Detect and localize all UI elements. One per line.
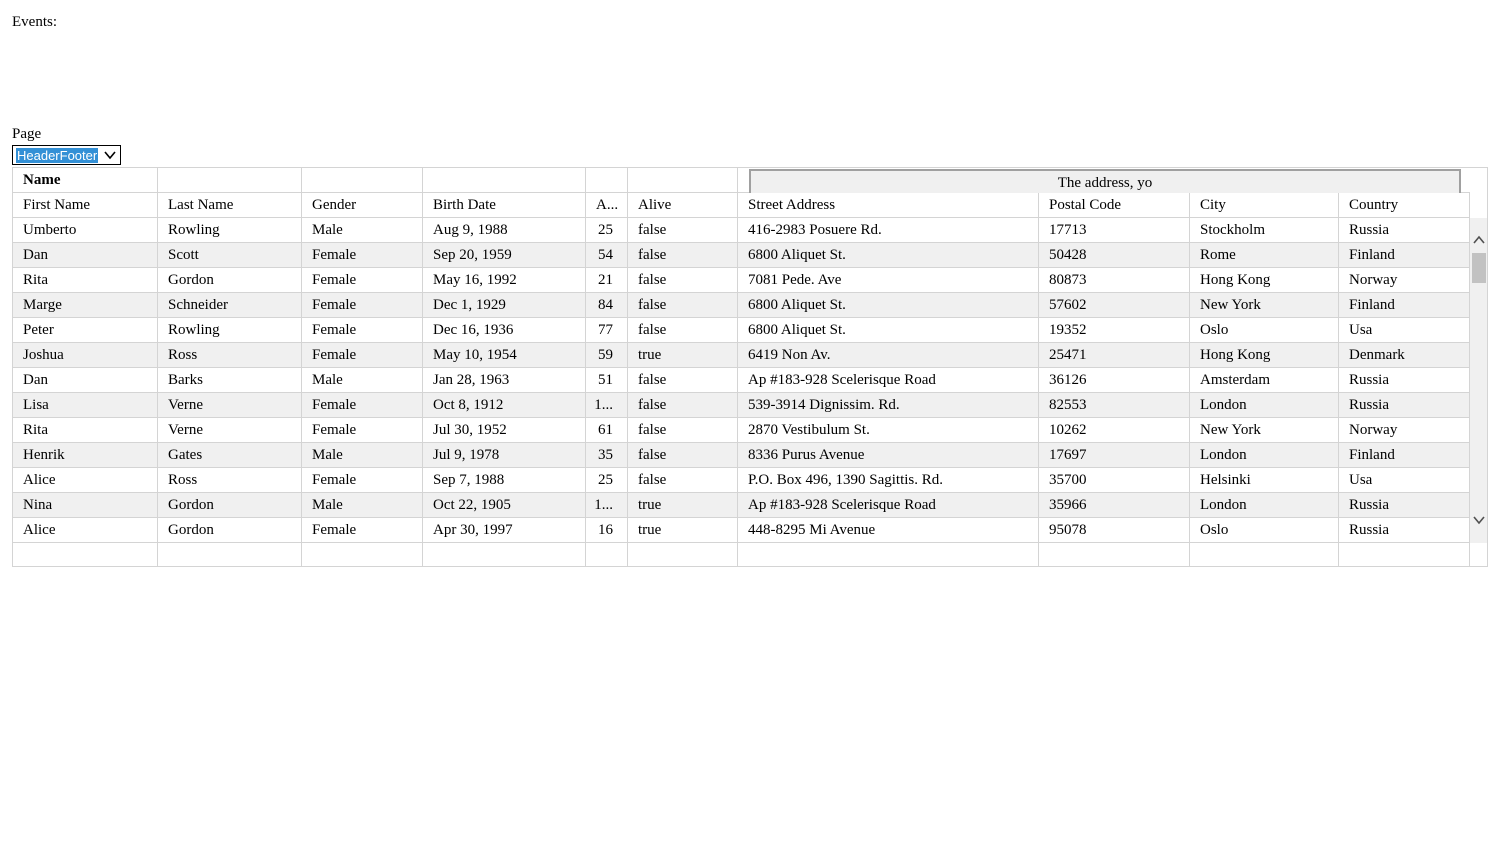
- column-header-country[interactable]: Country: [1339, 193, 1470, 218]
- cell-alive: false: [628, 418, 738, 443]
- cell-city: Hong Kong: [1190, 268, 1339, 293]
- table-row[interactable]: [13, 393, 1470, 418]
- cell-age: 16: [586, 518, 628, 543]
- cell-city: New York: [1190, 418, 1339, 443]
- cell-birth-date: May 10, 1954: [423, 343, 586, 368]
- cell-city: New York: [1190, 293, 1339, 318]
- cell-age: [586, 543, 628, 567]
- cell-alive: true: [628, 493, 738, 518]
- cell-alive: false: [628, 468, 738, 493]
- cell-street-address: P.O. Box 496, 1390 Sagittis. Rd.: [738, 468, 1039, 493]
- cell-postal-code: 25471: [1039, 343, 1190, 368]
- cell-gender: Female: [302, 243, 423, 268]
- cell-alive: [628, 543, 738, 567]
- cell-age: 25: [586, 218, 628, 243]
- cell-age: 1...: [586, 493, 628, 518]
- cell-postal-code: 17713: [1039, 218, 1190, 243]
- cell-last-name: Ross: [158, 343, 302, 368]
- cell-street-address: 416-2983 Posuere Rd.: [738, 218, 1039, 243]
- table-row[interactable]: [13, 318, 1470, 343]
- cell-gender: Female: [302, 343, 423, 368]
- cell-city: London: [1190, 393, 1339, 418]
- cell-city: Stockholm: [1190, 218, 1339, 243]
- cell-alive: false: [628, 243, 738, 268]
- scroll-thumb[interactable]: [1472, 253, 1486, 283]
- cell-street-address: 6800 Aliquet St.: [738, 318, 1039, 343]
- cell-country: Norway: [1339, 418, 1470, 443]
- cell-age: 61: [586, 418, 628, 443]
- cell-last-name: Ross: [158, 468, 302, 493]
- group-header-address: The address, yo: [749, 169, 1461, 193]
- cell-street-address: 8336 Purus Avenue: [738, 443, 1039, 468]
- cell-country: Finland: [1339, 293, 1470, 318]
- cell-gender: Female: [302, 518, 423, 543]
- cell-street-address: 7081 Pede. Ave: [738, 268, 1039, 293]
- cell-alive: false: [628, 218, 738, 243]
- cell-age: 25: [586, 468, 628, 493]
- cell-street-address: 6800 Aliquet St.: [738, 243, 1039, 268]
- chevron-down-icon: [103, 149, 117, 161]
- table-row[interactable]: [13, 443, 1470, 468]
- column-header-street-address[interactable]: Street Address: [738, 193, 1039, 218]
- column-header-gender[interactable]: Gender: [302, 193, 423, 218]
- cell-city: Amsterdam: [1190, 368, 1339, 393]
- cell-postal-code: 50428: [1039, 243, 1190, 268]
- cell-age: 21: [586, 268, 628, 293]
- cell-street-address: 448-8295 Mi Avenue: [738, 518, 1039, 543]
- cell-age: 84: [586, 293, 628, 318]
- table-row-empty[interactable]: [13, 543, 1470, 567]
- column-header-postal-code[interactable]: Postal Code: [1039, 193, 1190, 218]
- cell-first-name: Dan: [13, 243, 158, 268]
- cell-postal-code: 57602: [1039, 293, 1190, 318]
- cell-street-address: 2870 Vestibulum St.: [738, 418, 1039, 443]
- cell-country: Usa: [1339, 318, 1470, 343]
- cell-age: 51: [586, 368, 628, 393]
- cell-gender: Female: [302, 468, 423, 493]
- cell-alive: true: [628, 518, 738, 543]
- cell-city: London: [1190, 493, 1339, 518]
- cell-last-name: Gates: [158, 443, 302, 468]
- cell-first-name: Dan: [13, 368, 158, 393]
- column-header-alive[interactable]: Alive: [628, 193, 738, 218]
- cell-city: Rome: [1190, 243, 1339, 268]
- cell-postal-code: 17697: [1039, 443, 1190, 468]
- cell-alive: false: [628, 318, 738, 343]
- data-grid[interactable]: [12, 167, 1488, 567]
- cell-city: [1190, 543, 1339, 567]
- cell-gender: Male: [302, 368, 423, 393]
- cell-last-name: [158, 543, 302, 567]
- cell-gender: Female: [302, 268, 423, 293]
- group-header-empty: [628, 168, 738, 193]
- cell-street-address: 6419 Non Av.: [738, 343, 1039, 368]
- cell-gender: Male: [302, 443, 423, 468]
- table-row[interactable]: [13, 368, 1470, 393]
- cell-postal-code: 10262: [1039, 418, 1190, 443]
- cell-postal-code: 82553: [1039, 393, 1190, 418]
- cell-birth-date: Aug 9, 1988: [423, 218, 586, 243]
- cell-birth-date: Oct 22, 1905: [423, 493, 586, 518]
- cell-street-address: 6800 Aliquet St.: [738, 293, 1039, 318]
- group-header-row: [13, 168, 1470, 193]
- cell-first-name: Marge: [13, 293, 158, 318]
- cell-country: Russia: [1339, 493, 1470, 518]
- cell-first-name: Rita: [13, 268, 158, 293]
- cell-birth-date: Jul 9, 1978: [423, 443, 586, 468]
- scroll-down-icon[interactable]: [1472, 514, 1486, 526]
- cell-birth-date: Sep 7, 1988: [423, 468, 586, 493]
- column-header-last-name[interactable]: Last Name: [158, 193, 302, 218]
- group-header-empty: [586, 168, 628, 193]
- column-header-first-name[interactable]: First Name: [13, 193, 158, 218]
- cell-country: Russia: [1339, 518, 1470, 543]
- table-row[interactable]: [13, 518, 1470, 543]
- cell-city: Hong Kong: [1190, 343, 1339, 368]
- cell-city: London: [1190, 443, 1339, 468]
- cell-birth-date: [423, 543, 586, 567]
- group-header-empty: [302, 168, 423, 193]
- column-header-city[interactable]: City: [1190, 193, 1339, 218]
- cell-birth-date: May 16, 1992: [423, 268, 586, 293]
- cell-street-address: [738, 543, 1039, 567]
- cell-alive: false: [628, 368, 738, 393]
- cell-country: Usa: [1339, 468, 1470, 493]
- cell-alive: false: [628, 293, 738, 318]
- cell-first-name: Umberto: [13, 218, 158, 243]
- cell-first-name: Joshua: [13, 343, 158, 368]
- cell-birth-date: Sep 20, 1959: [423, 243, 586, 268]
- cell-birth-date: Apr 30, 1997: [423, 518, 586, 543]
- cell-last-name: Rowling: [158, 318, 302, 343]
- cell-alive: false: [628, 443, 738, 468]
- table-row[interactable]: [13, 268, 1470, 293]
- cell-birth-date: Jan 28, 1963: [423, 368, 586, 393]
- cell-city: Oslo: [1190, 518, 1339, 543]
- cell-country: Russia: [1339, 218, 1470, 243]
- cell-age: 77: [586, 318, 628, 343]
- cell-birth-date: Oct 8, 1912: [423, 393, 586, 418]
- cell-last-name: Verne: [158, 418, 302, 443]
- cell-last-name: Verne: [158, 393, 302, 418]
- cell-last-name: Schneider: [158, 293, 302, 318]
- cell-gender: [302, 543, 423, 567]
- cell-country: Norway: [1339, 268, 1470, 293]
- cell-first-name: Henrik: [13, 443, 158, 468]
- cell-city: Helsinki: [1190, 468, 1339, 493]
- table-row[interactable]: [13, 218, 1470, 243]
- cell-gender: Male: [302, 218, 423, 243]
- group-header-empty: [423, 168, 586, 193]
- cell-postal-code: 80873: [1039, 268, 1190, 293]
- cell-last-name: Gordon: [158, 268, 302, 293]
- cell-last-name: Gordon: [158, 493, 302, 518]
- cell-age: 59: [586, 343, 628, 368]
- cell-country: Finland: [1339, 443, 1470, 468]
- cell-last-name: Barks: [158, 368, 302, 393]
- scroll-up-icon[interactable]: [1472, 234, 1486, 246]
- cell-gender: Male: [302, 493, 423, 518]
- cell-country: [1339, 543, 1470, 567]
- column-header-row: [13, 193, 1470, 218]
- table-row[interactable]: [13, 343, 1470, 368]
- cell-postal-code: 35966: [1039, 493, 1190, 518]
- cell-birth-date: Jul 30, 1952: [423, 418, 586, 443]
- cell-gender: Female: [302, 393, 423, 418]
- events-label: Events:: [12, 14, 57, 30]
- table-row[interactable]: [13, 418, 1470, 443]
- cell-country: Finland: [1339, 243, 1470, 268]
- group-header-name: Name: [13, 168, 158, 193]
- cell-city: Oslo: [1190, 318, 1339, 343]
- page-label: Page: [12, 126, 42, 142]
- page-select-value: HeaderFooter: [17, 147, 98, 163]
- cell-gender: Female: [302, 293, 423, 318]
- cell-first-name: Rita: [13, 418, 158, 443]
- cell-last-name: Gordon: [158, 518, 302, 543]
- cell-age: 1...: [586, 393, 628, 418]
- cell-alive: true: [628, 343, 738, 368]
- table-row[interactable]: [13, 243, 1470, 268]
- table-row[interactable]: [13, 493, 1470, 518]
- column-header-birth-date[interactable]: Birth Date: [423, 193, 586, 218]
- cell-postal-code: 95078: [1039, 518, 1190, 543]
- cell-birth-date: Dec 16, 1936: [423, 318, 586, 343]
- cell-postal-code: [1039, 543, 1190, 567]
- cell-first-name: Nina: [13, 493, 158, 518]
- table-row[interactable]: [13, 468, 1470, 493]
- cell-age: 35: [586, 443, 628, 468]
- cell-first-name: [13, 543, 158, 567]
- cell-postal-code: 35700: [1039, 468, 1190, 493]
- cell-postal-code: 36126: [1039, 368, 1190, 393]
- cell-street-address: 539-3914 Dignissim. Rd.: [738, 393, 1039, 418]
- cell-street-address: Ap #183-928 Scelerisque Road: [738, 368, 1039, 393]
- cell-gender: Female: [302, 318, 423, 343]
- table-row[interactable]: [13, 293, 1470, 318]
- page-select[interactable]: [12, 145, 121, 165]
- cell-last-name: Scott: [158, 243, 302, 268]
- cell-age: 54: [586, 243, 628, 268]
- cell-first-name: Alice: [13, 468, 158, 493]
- vertical-scrollbar[interactable]: [1470, 218, 1488, 543]
- cell-gender: Female: [302, 418, 423, 443]
- cell-postal-code: 19352: [1039, 318, 1190, 343]
- cell-last-name: Rowling: [158, 218, 302, 243]
- group-header-empty: [158, 168, 302, 193]
- cell-first-name: Peter: [13, 318, 158, 343]
- cell-birth-date: Dec 1, 1929: [423, 293, 586, 318]
- cell-alive: false: [628, 268, 738, 293]
- cell-street-address: Ap #183-928 Scelerisque Road: [738, 493, 1039, 518]
- cell-country: Denmark: [1339, 343, 1470, 368]
- cell-first-name: Lisa: [13, 393, 158, 418]
- cell-alive: false: [628, 393, 738, 418]
- cell-country: Russia: [1339, 368, 1470, 393]
- cell-country: Russia: [1339, 393, 1470, 418]
- column-header-age[interactable]: A...: [586, 193, 628, 218]
- cell-first-name: Alice: [13, 518, 158, 543]
